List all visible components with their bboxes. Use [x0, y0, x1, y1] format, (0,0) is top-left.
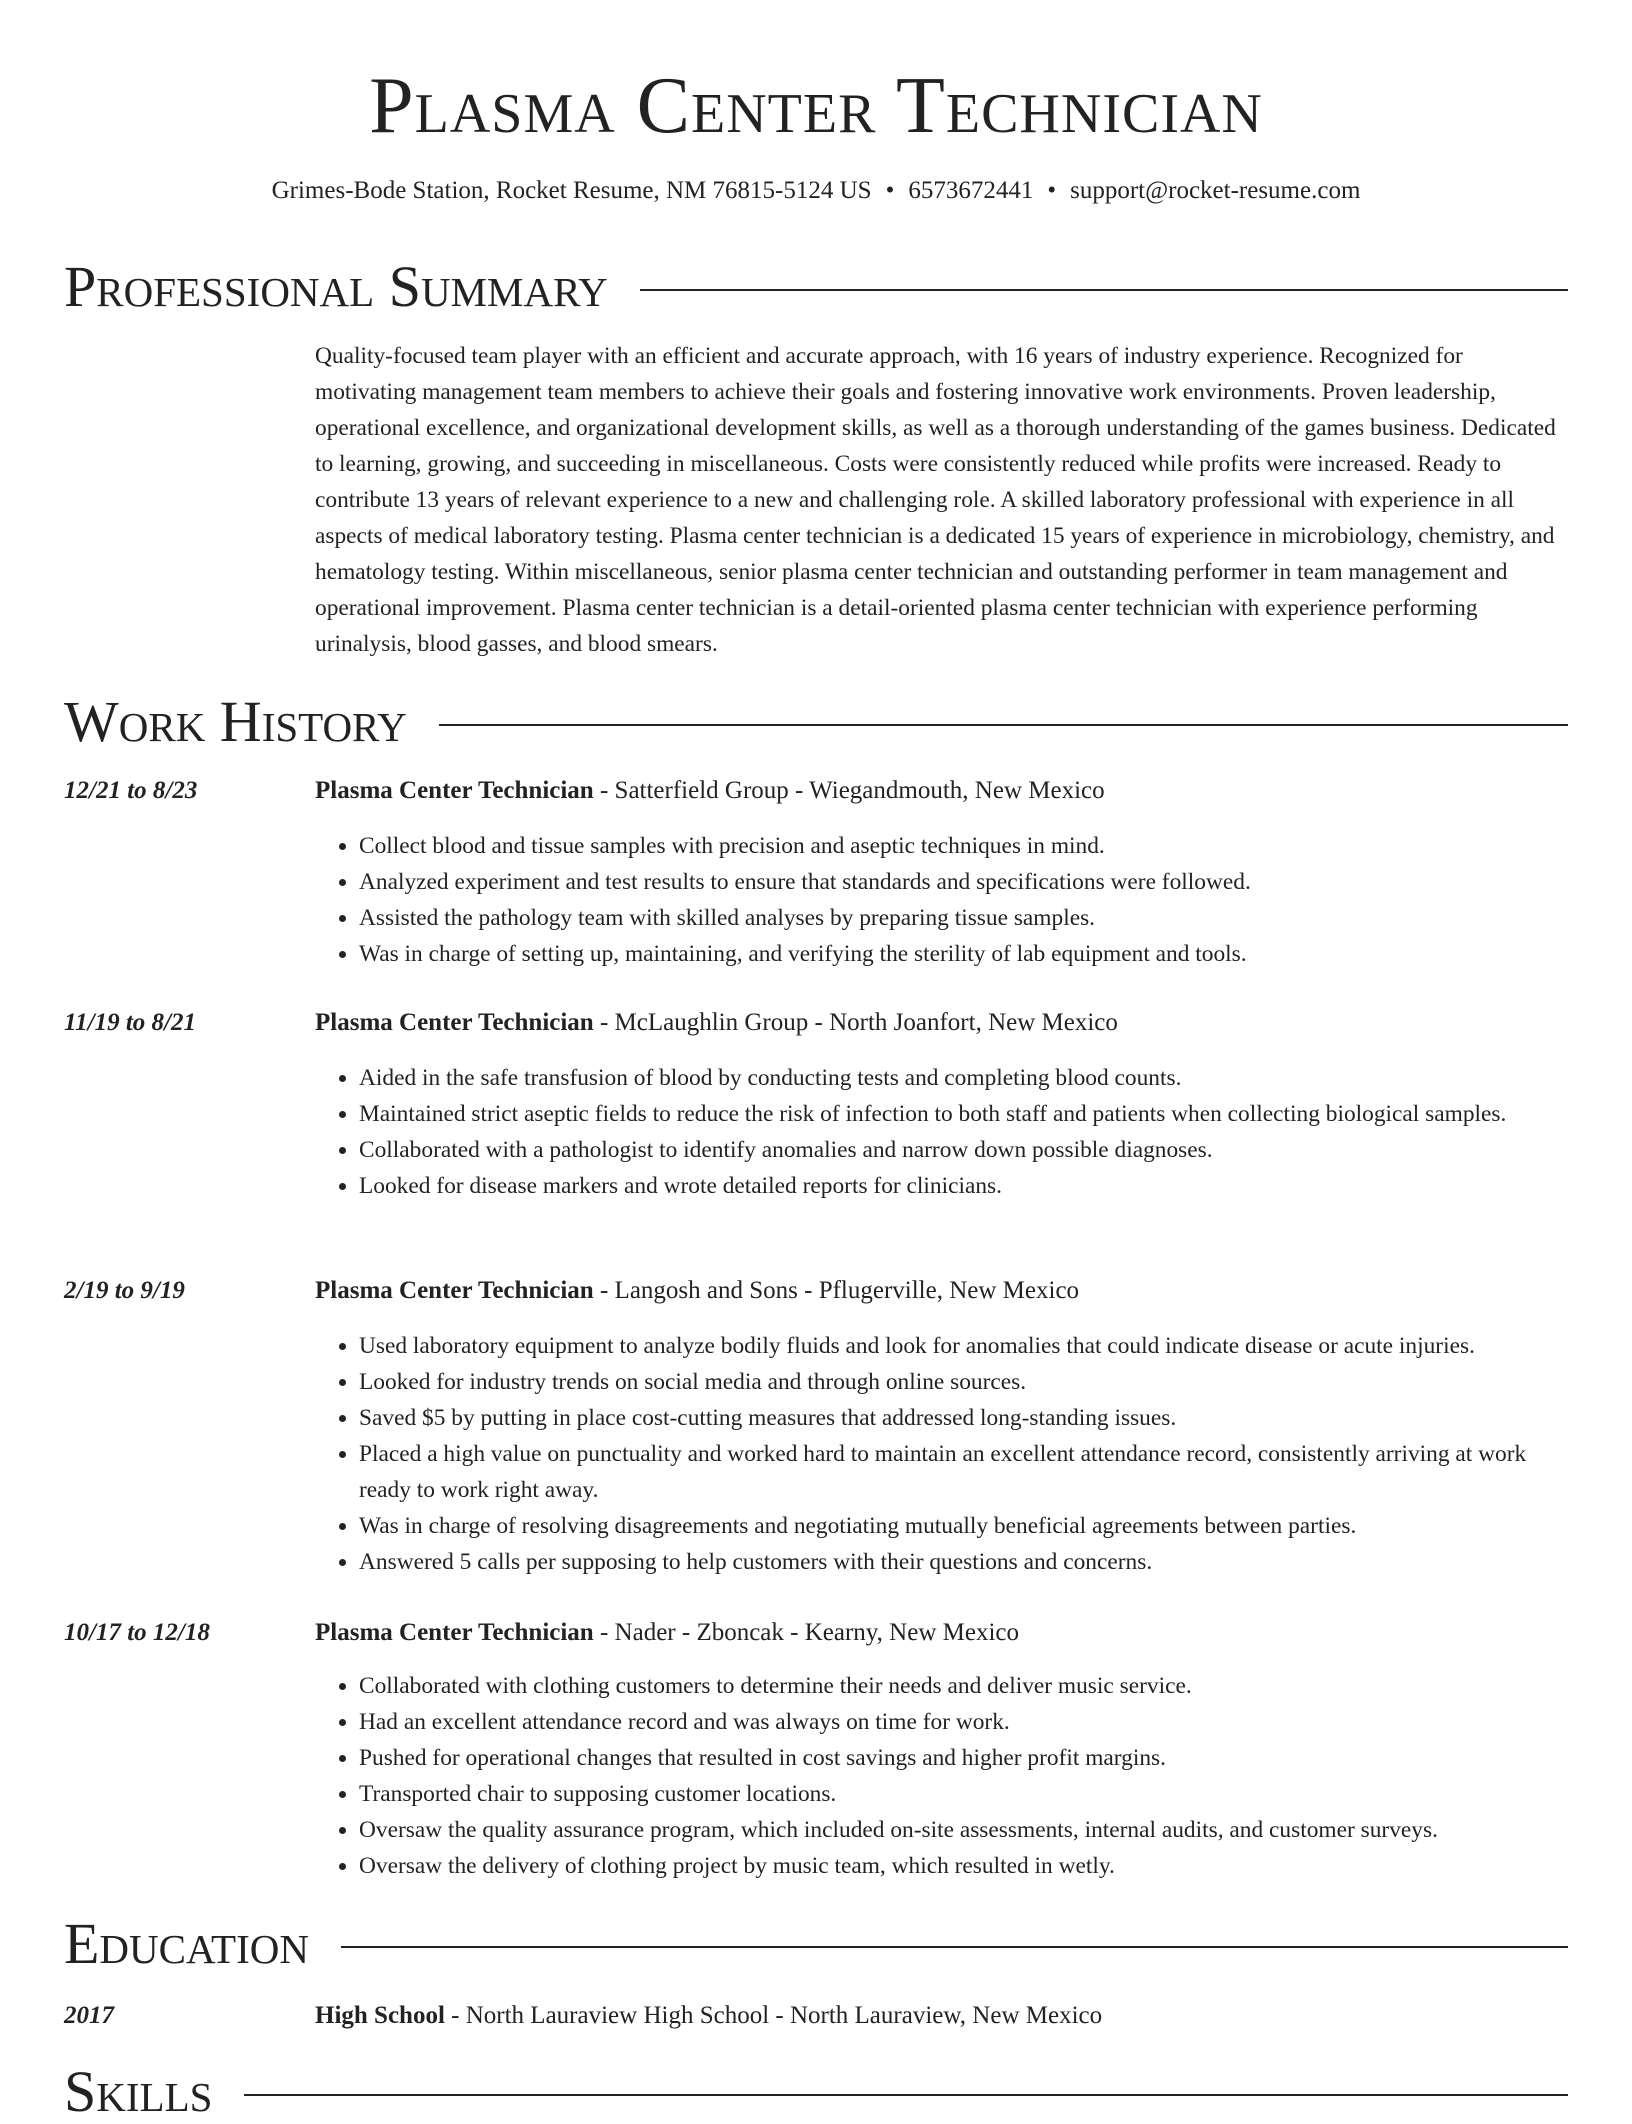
list-item: • Transported chair to supposing customer locations.: [359, 1776, 1565, 1812]
job-role: Plasma Center Technician: [315, 1009, 594, 1036]
job-role: Plasma Center Technician: [315, 1619, 594, 1646]
list-item: • Was in charge of resolving disagreements and negotiating mutually beneficial agreements between parties.: [359, 1508, 1565, 1544]
section-divider: [244, 2094, 1568, 2096]
list-item: • Collaborated with clothing customers to determine their needs and deliver music service.: [359, 1668, 1565, 1704]
job-bullets: [315, 1668, 1565, 1884]
summary-text: Quality-focused team player with an efficient and accurate approach, with 16 years of industry experience. Recognized for motivating management team members to achieve their goals and fostering innovative work environments. Proven leadership, operational excellence, and organizational development skills, as well as a thorough understanding of the games business. Dedicated to learning, growing, and succeeding in miscellaneous. Costs were consistently reduced while profits were increased. Ready to contribute 13 years of relevant experience to a new and challenging role. A skilled laboratory professional with experience in all aspects of medical laboratory testing. Plasma center technician is a dedicated 15 years of experience in microbiology, chemistry, and hematology testing. Within miscellaneous, senior plasma center technician and outstanding performer in team management and operational improvement. Plasma center technician is a detail-oriented plasma center technician with experience performing urinalysis, blood gasses, and blood smears.: [315, 343, 1556, 657]
list-item: • Used laboratory equipment to analyze bodily fluids and look for anomalies that could indicate disease or acute injuries.: [359, 1328, 1565, 1364]
list-item: • Looked for industry trends on social media and through online sources.: [359, 1364, 1565, 1400]
education-line: [315, 1998, 1565, 2034]
job-title-line: [315, 1005, 1565, 1041]
section-divider: [341, 1946, 1568, 1948]
job-dates: 11/19 to 8/21: [64, 1009, 196, 1036]
job-bullets: [315, 828, 1565, 972]
list-item: • Was in charge of setting up, maintaining, and verifying the sterility of lab equipment and tools.: [359, 936, 1565, 972]
education-details: - North Lauraview High School - North Lauraview, New Mexico: [444, 2002, 1103, 2029]
list-item: • Pushed for operational changes that resulted in cost savings and higher profit margins.: [359, 1740, 1565, 1776]
section-divider: [640, 289, 1568, 291]
job-details: - Nader - Zboncak - Kearny, New Mexico: [593, 1619, 1019, 1646]
list-item: • Answered 5 calls per supposing to help customers with their questions and concerns.: [359, 1544, 1565, 1580]
section-title: Professional Summary: [64, 254, 608, 319]
job-title-line: [315, 773, 1565, 809]
education-degree: High School: [315, 2002, 445, 2029]
job-dates: 2/19 to 9/19: [64, 1277, 185, 1304]
contact-separator: •: [885, 177, 895, 204]
education-year: 2017: [64, 2002, 114, 2029]
list-item: • Collaborated with a pathologist to identify anomalies and narrow down possible diagnoses.: [359, 1132, 1565, 1168]
list-item: • Looked for disease markers and wrote detailed reports for clinicians.: [359, 1168, 1565, 1204]
job-details: - Langosh and Sons - Pflugerville, New Mexico: [593, 1277, 1080, 1304]
candidate-name: Plasma Center Technician: [369, 62, 1263, 150]
job-title-line: [315, 1273, 1565, 1309]
job-role: Plasma Center Technician: [315, 777, 594, 804]
section-education: [64, 1912, 1568, 1976]
section-work-history: [64, 690, 1568, 754]
contact-separator: •: [1047, 177, 1057, 204]
job-bullets: [315, 1328, 1565, 1580]
section-title: Skills: [64, 2059, 213, 2124]
section-title: Work History: [64, 689, 407, 754]
job-role: Plasma Center Technician: [315, 1277, 594, 1304]
list-item: • Assisted the pathology team with skilled analyses by preparing tissue samples.: [359, 900, 1565, 936]
list-item: • Had an excellent attendance record and was always on time for work.: [359, 1704, 1565, 1740]
contact-address: Grimes-Bode Station, Rocket Resume, NM 76815-5124 US: [271, 177, 872, 204]
job-dates: 10/17 to 12/18: [64, 1619, 210, 1646]
section-title: Education: [64, 1911, 309, 1976]
list-item: • Placed a high value on punctuality and worked hard to maintain an excellent attendance record, consistently arriving at work ready to work right away.: [359, 1436, 1565, 1508]
job-title-line: [315, 1615, 1565, 1651]
contact-phone: 6573672441: [908, 177, 1034, 204]
contact-line: [0, 173, 1632, 209]
list-item: • Maintained strict aseptic fields to reduce the risk of infection to both staff and patients when collecting biological samples.: [359, 1096, 1565, 1132]
list-item: • Oversaw the quality assurance program, which included on-site assessments, internal audits, and customer surveys.: [359, 1812, 1565, 1848]
section-skills: [64, 2060, 1568, 2124]
list-item: • Analyzed experiment and test results to ensure that standards and specifications were followed.: [359, 864, 1565, 900]
list-item: • Collect blood and tissue samples with precision and aseptic techniques in mind.: [359, 828, 1565, 864]
list-item: • Saved $5 by putting in place cost-cutting measures that addressed long-standing issues.: [359, 1400, 1565, 1436]
contact-email: support@rocket-resume.com: [1070, 177, 1361, 204]
list-item: • Aided in the safe transfusion of blood by conducting tests and completing blood counts.: [359, 1060, 1565, 1096]
section-divider: [439, 724, 1568, 726]
job-details: - McLaughlin Group - North Joanfort, New Mexico: [593, 1009, 1118, 1036]
section-professional-summary: [64, 255, 1568, 319]
job-details: - Satterfield Group - Wiegandmouth, New Mexico: [593, 777, 1105, 804]
job-dates: 12/21 to 8/23: [64, 777, 198, 804]
job-bullets: [315, 1060, 1565, 1204]
list-item: • Oversaw the delivery of clothing project by music team, which resulted in wetly.: [359, 1848, 1565, 1884]
